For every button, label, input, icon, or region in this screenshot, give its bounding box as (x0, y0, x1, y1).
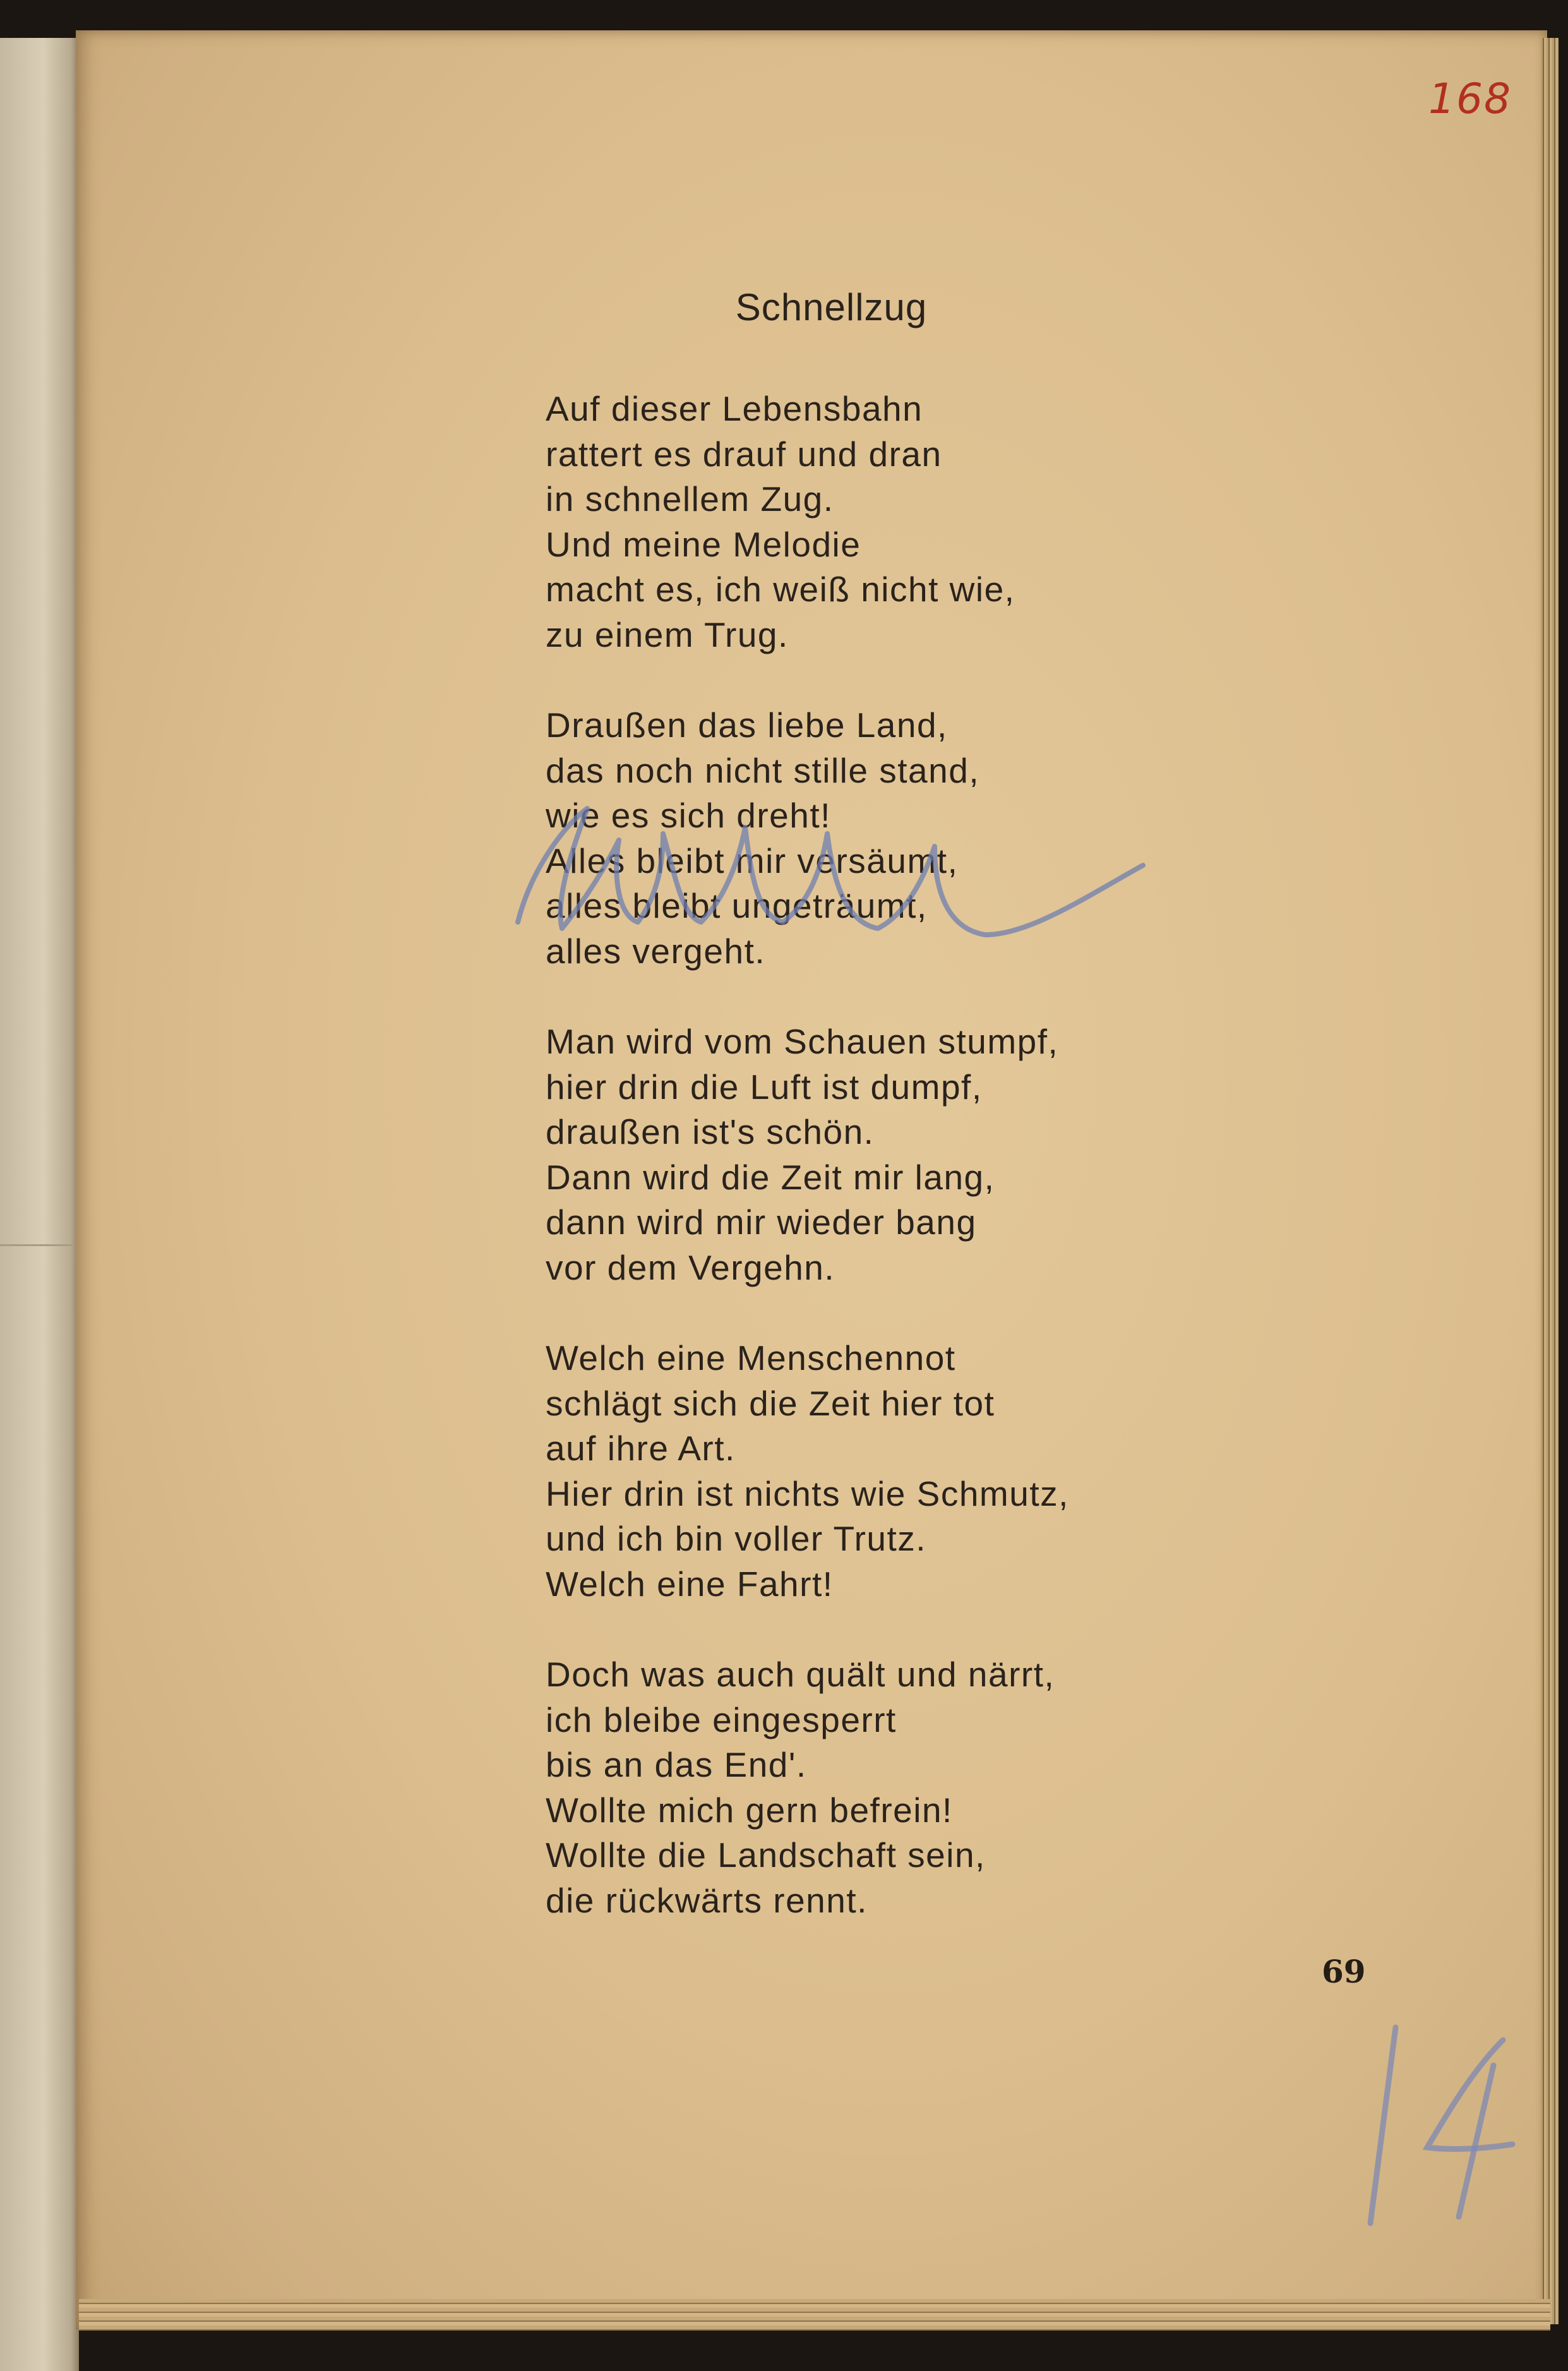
page-number: 69 (1322, 1953, 1366, 1990)
poem-line: zu einem Trug. (546, 615, 789, 654)
poem-title: Schnellzug (735, 286, 928, 328)
poem-line: Draußen das liebe Land, (546, 705, 948, 745)
poem-line: Alles bleibt mir versäumt, (546, 841, 959, 880)
poem-line: ich bleibe eingesperrt (546, 1700, 897, 1739)
poem-line: macht es, ich weiß nicht wie, (546, 570, 1015, 609)
stanza (546, 387, 1069, 657)
page-stack-bottom (79, 2299, 1550, 2331)
poem-line: Hier drin ist nichts wie Schmutz, (546, 1474, 1069, 1513)
poem-line: vor dem Vergehn. (546, 1247, 835, 1287)
poem-body (546, 387, 1069, 1969)
page-stack-edge (1541, 38, 1559, 2324)
poem-line: Welch eine Fahrt! (546, 1564, 834, 1604)
stanza (546, 1019, 1069, 1290)
poem-line: Doch was auch quält und närrt, (546, 1655, 1055, 1694)
poem-line: rattert es drauf und dran (546, 434, 942, 474)
poem-line: Dann wird die Zeit mir lang, (546, 1157, 995, 1197)
poem-line: auf ihre Art. (546, 1429, 736, 1468)
stanza (546, 1652, 1069, 1923)
archive-page-number: 168 (1428, 75, 1512, 123)
page-crease (0, 1244, 73, 1246)
poem-line: hier drin die Luft ist dumpf, (546, 1067, 983, 1107)
poem-line: schlägt sich die Zeit hier tot (546, 1383, 995, 1423)
poem-line: Auf dieser Lebensbahn (546, 389, 923, 428)
pencil-handwritten-number (1358, 2015, 1522, 2230)
poem-line: Wollte mich gern befrein! (546, 1790, 953, 1830)
pencil-scribble-mark (493, 771, 1175, 973)
poem-line: das noch nicht stille stand, (546, 750, 980, 790)
poem-line: Man wird vom Schauen stumpf, (546, 1022, 1059, 1061)
stanza (546, 1336, 1069, 1607)
poem-line: Und meine Melodie (546, 524, 861, 564)
poem-line: in schnellem Zug. (546, 479, 834, 519)
poem-line: die rückwärts rennt. (546, 1880, 868, 1920)
poem-line: draußen ist's schön. (546, 1112, 875, 1151)
poem-line: wie es sich dreht! (546, 796, 831, 835)
poem-line: alles bleibt ungeträumt, (546, 886, 928, 925)
poem-line: alles vergeht. (546, 931, 766, 971)
poem-line: Welch eine Menschennot (546, 1338, 956, 1378)
poem-line: Wollte die Landschaft sein, (546, 1835, 986, 1875)
poem-line: und ich bin voller Trutz. (546, 1519, 927, 1558)
poem-line: bis an das End'. (546, 1745, 807, 1784)
poem-line: dann wird mir wieder bang (546, 1203, 977, 1242)
facing-page-edge (0, 38, 79, 2371)
